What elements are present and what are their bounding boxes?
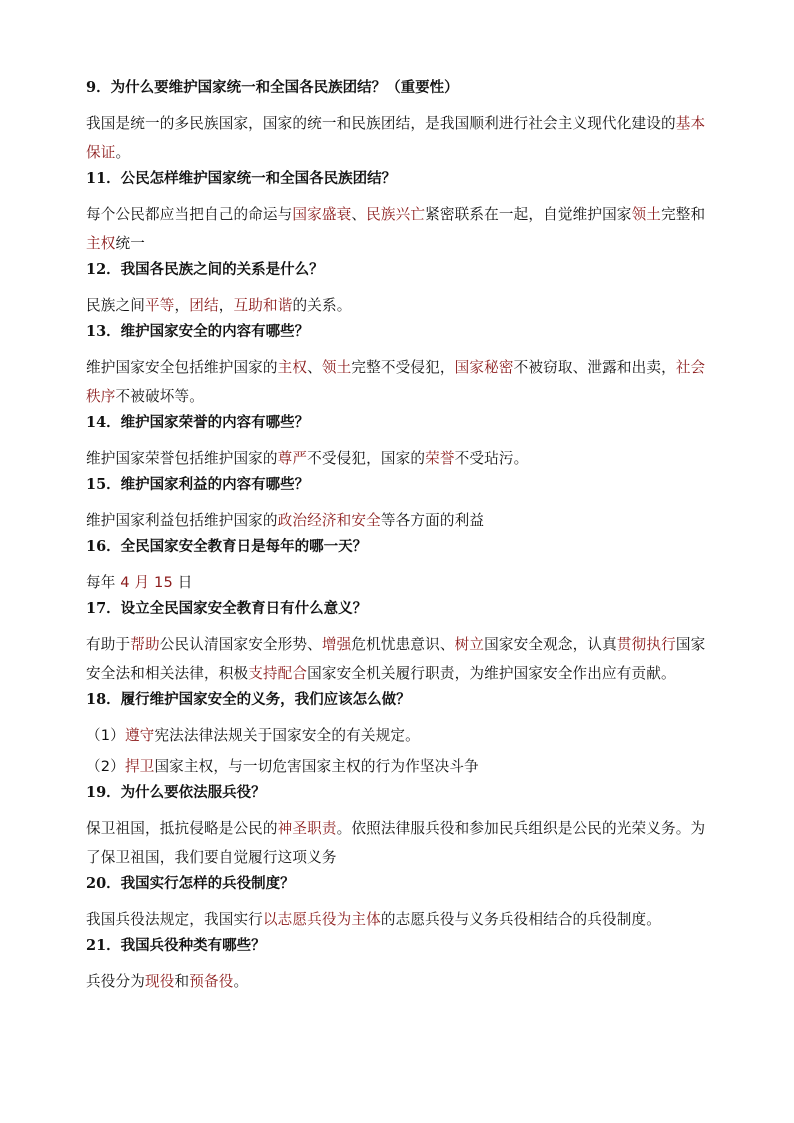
highlighted-keyword: 以志愿兵役为主体 bbox=[262, 911, 381, 928]
answer-paragraph bbox=[86, 109, 712, 167]
answer-text: 每年 bbox=[86, 574, 121, 591]
highlighted-keyword: 团结 bbox=[189, 297, 219, 314]
question-heading: 14．维护国家荣誉的内容有哪些？ bbox=[86, 414, 310, 431]
question-heading: 16．全民国家安全教育日是每年的哪一天？ bbox=[86, 538, 368, 555]
highlighted-keyword: 民族兴亡 bbox=[366, 206, 426, 223]
answer-text: 、 bbox=[351, 206, 367, 223]
question-heading: 18．履行维护国家安全的义务，我们应该怎么做？ bbox=[86, 691, 411, 708]
answer-text: 和 bbox=[174, 973, 190, 990]
answer-paragraph bbox=[86, 291, 712, 320]
answer-text: 维护国家利益包括维护国家的 bbox=[86, 512, 278, 529]
answer-paragraph bbox=[86, 630, 712, 688]
answer-paragraph bbox=[86, 353, 712, 411]
answer-text: 等各方面的利益 bbox=[380, 512, 485, 529]
highlighted-keyword: 国家盛衰 bbox=[292, 206, 352, 223]
question-heading: 12．我国各民族之间的关系是什么？ bbox=[86, 261, 324, 278]
answer-text: 国家安全法和相关法律，积极 bbox=[86, 636, 706, 682]
answer-text: （1） bbox=[86, 727, 125, 744]
highlighted-keyword: 主权 bbox=[86, 235, 116, 252]
answer-text: 危机忧患意识、 bbox=[351, 636, 455, 653]
answer-paragraph bbox=[86, 814, 712, 872]
highlighted-keyword: 神圣职责 bbox=[277, 820, 337, 837]
answer-text: 。 bbox=[115, 144, 131, 161]
answer-text: 保卫祖国，抵抗侵略是公民的 bbox=[86, 820, 278, 837]
answer-text: 不受玷污。 bbox=[454, 450, 529, 467]
question-heading: 9．为什么要维护国家统一和全国各民族团结？（重要性） bbox=[86, 79, 459, 96]
highlighted-keyword: 遵守 bbox=[124, 727, 155, 744]
highlighted-keyword: 增强 bbox=[321, 636, 352, 653]
answer-text: 统一 bbox=[115, 235, 145, 252]
answer-text: ， bbox=[174, 297, 190, 314]
highlighted-keyword: 社会秩序 bbox=[86, 359, 706, 405]
answer-paragraph bbox=[86, 568, 712, 597]
answer-paragraph bbox=[86, 905, 712, 934]
answer-text: ， bbox=[218, 297, 234, 314]
answer-text: 我国是统一的多民族国家，国家的统一和民族团结，是我国顺利进行社会主义现代化建设的 bbox=[86, 115, 676, 132]
highlighted-keyword: 现役 bbox=[144, 973, 175, 990]
highlighted-keyword: 荣誉 bbox=[425, 450, 455, 467]
answer-text: 维护国家荣誉包括维护国家的 bbox=[86, 450, 278, 467]
answer-text: 不受侵犯，国家的 bbox=[307, 450, 426, 467]
highlighted-keyword: 政治经济和安全 bbox=[277, 512, 381, 529]
answer-text: 兵役分为 bbox=[86, 973, 145, 990]
answer-text: 有助于 bbox=[86, 636, 131, 653]
answer-text: 不被窃取、泄露和出卖， bbox=[513, 359, 676, 376]
highlighted-keyword: 尊严 bbox=[277, 450, 308, 467]
highlighted-keyword: 领土 bbox=[321, 359, 352, 376]
answer-paragraph bbox=[86, 444, 712, 473]
question-heading: 20．我国实行怎样的兵役制度？ bbox=[86, 875, 295, 892]
question-heading: 21．我国兵役种类有哪些？ bbox=[86, 937, 266, 954]
answer-text: 。 bbox=[233, 973, 249, 990]
answer-text: 的志愿兵役与义务兵役相结合的兵役制度。 bbox=[380, 911, 662, 928]
highlighted-keyword: 平等 bbox=[144, 297, 175, 314]
highlighted-keyword: 贯彻执行 bbox=[616, 636, 676, 653]
answer-text: 国家安全观念，认真 bbox=[484, 636, 617, 653]
answer-text: 完整不受侵犯， bbox=[351, 359, 455, 376]
highlighted-keyword: 领土 bbox=[631, 206, 662, 223]
answer-text: （2） bbox=[86, 758, 125, 775]
answer-text: 、 bbox=[307, 359, 322, 376]
answer-text: 紧密联系在一起，自觉维护国家 bbox=[425, 206, 632, 223]
answer-text: 日 bbox=[172, 574, 193, 591]
highlighted-keyword: 基本保证 bbox=[86, 115, 706, 161]
answer-text: 。依照法律服兵役和参加民兵组织是公民的光荣义务。为了保卫祖国，我们要自觉履行这项义务 bbox=[86, 820, 706, 866]
highlighted-keyword: 树立 bbox=[454, 636, 485, 653]
highlighted-keyword: 捍卫 bbox=[124, 758, 155, 775]
answer-paragraph bbox=[86, 967, 712, 996]
question-heading: 13．维护国家安全的内容有哪些？ bbox=[86, 323, 310, 340]
highlighted-keyword: 互助和谐 bbox=[233, 297, 293, 314]
answer-paragraph bbox=[86, 200, 712, 258]
answer-paragraph bbox=[86, 752, 712, 781]
question-heading: 15．维护国家利益的内容有哪些？ bbox=[86, 476, 310, 493]
answer-paragraph bbox=[86, 721, 712, 750]
highlighted-keyword: 预备役 bbox=[189, 973, 234, 990]
highlighted-keyword: 国家秘密 bbox=[454, 359, 514, 376]
answer-text: 我国兵役法规定，我国实行 bbox=[86, 911, 263, 928]
answer-text: 维护国家安全包括维护国家的 bbox=[86, 359, 278, 376]
answer-text: 每个公民都应当把自己的命运与 bbox=[86, 206, 293, 223]
highlighted-keyword: 4 月 15 bbox=[120, 574, 173, 591]
highlighted-keyword: 支持配合 bbox=[248, 665, 308, 682]
question-heading: 17．设立全民国家安全教育日有什么意义？ bbox=[86, 600, 368, 617]
highlighted-keyword: 主权 bbox=[277, 359, 308, 376]
question-heading: 19．为什么要依法服兵役？ bbox=[86, 784, 266, 801]
answer-text: 国家主权，与一切危害国家主权的行为作坚决斗争 bbox=[154, 758, 479, 775]
answer-text: 民族之间 bbox=[86, 297, 145, 314]
highlighted-keyword: 帮助 bbox=[130, 636, 160, 653]
answer-paragraph bbox=[86, 506, 712, 535]
answer-text: 不被破坏等。 bbox=[115, 388, 204, 405]
answer-text: 宪法法律法规关于国家安全的有关规定。 bbox=[154, 727, 420, 744]
answer-text: 公民认清国家安全形势、 bbox=[159, 636, 322, 653]
answer-text: 国家安全机关履行职责，为维护国家安全作出应有贡献。 bbox=[307, 665, 676, 682]
question-heading: 11．公民怎样维护国家统一和全国各民族团结？ bbox=[86, 170, 397, 187]
answer-text: 的关系。 bbox=[292, 297, 352, 314]
answer-text: 完整和 bbox=[661, 206, 706, 223]
